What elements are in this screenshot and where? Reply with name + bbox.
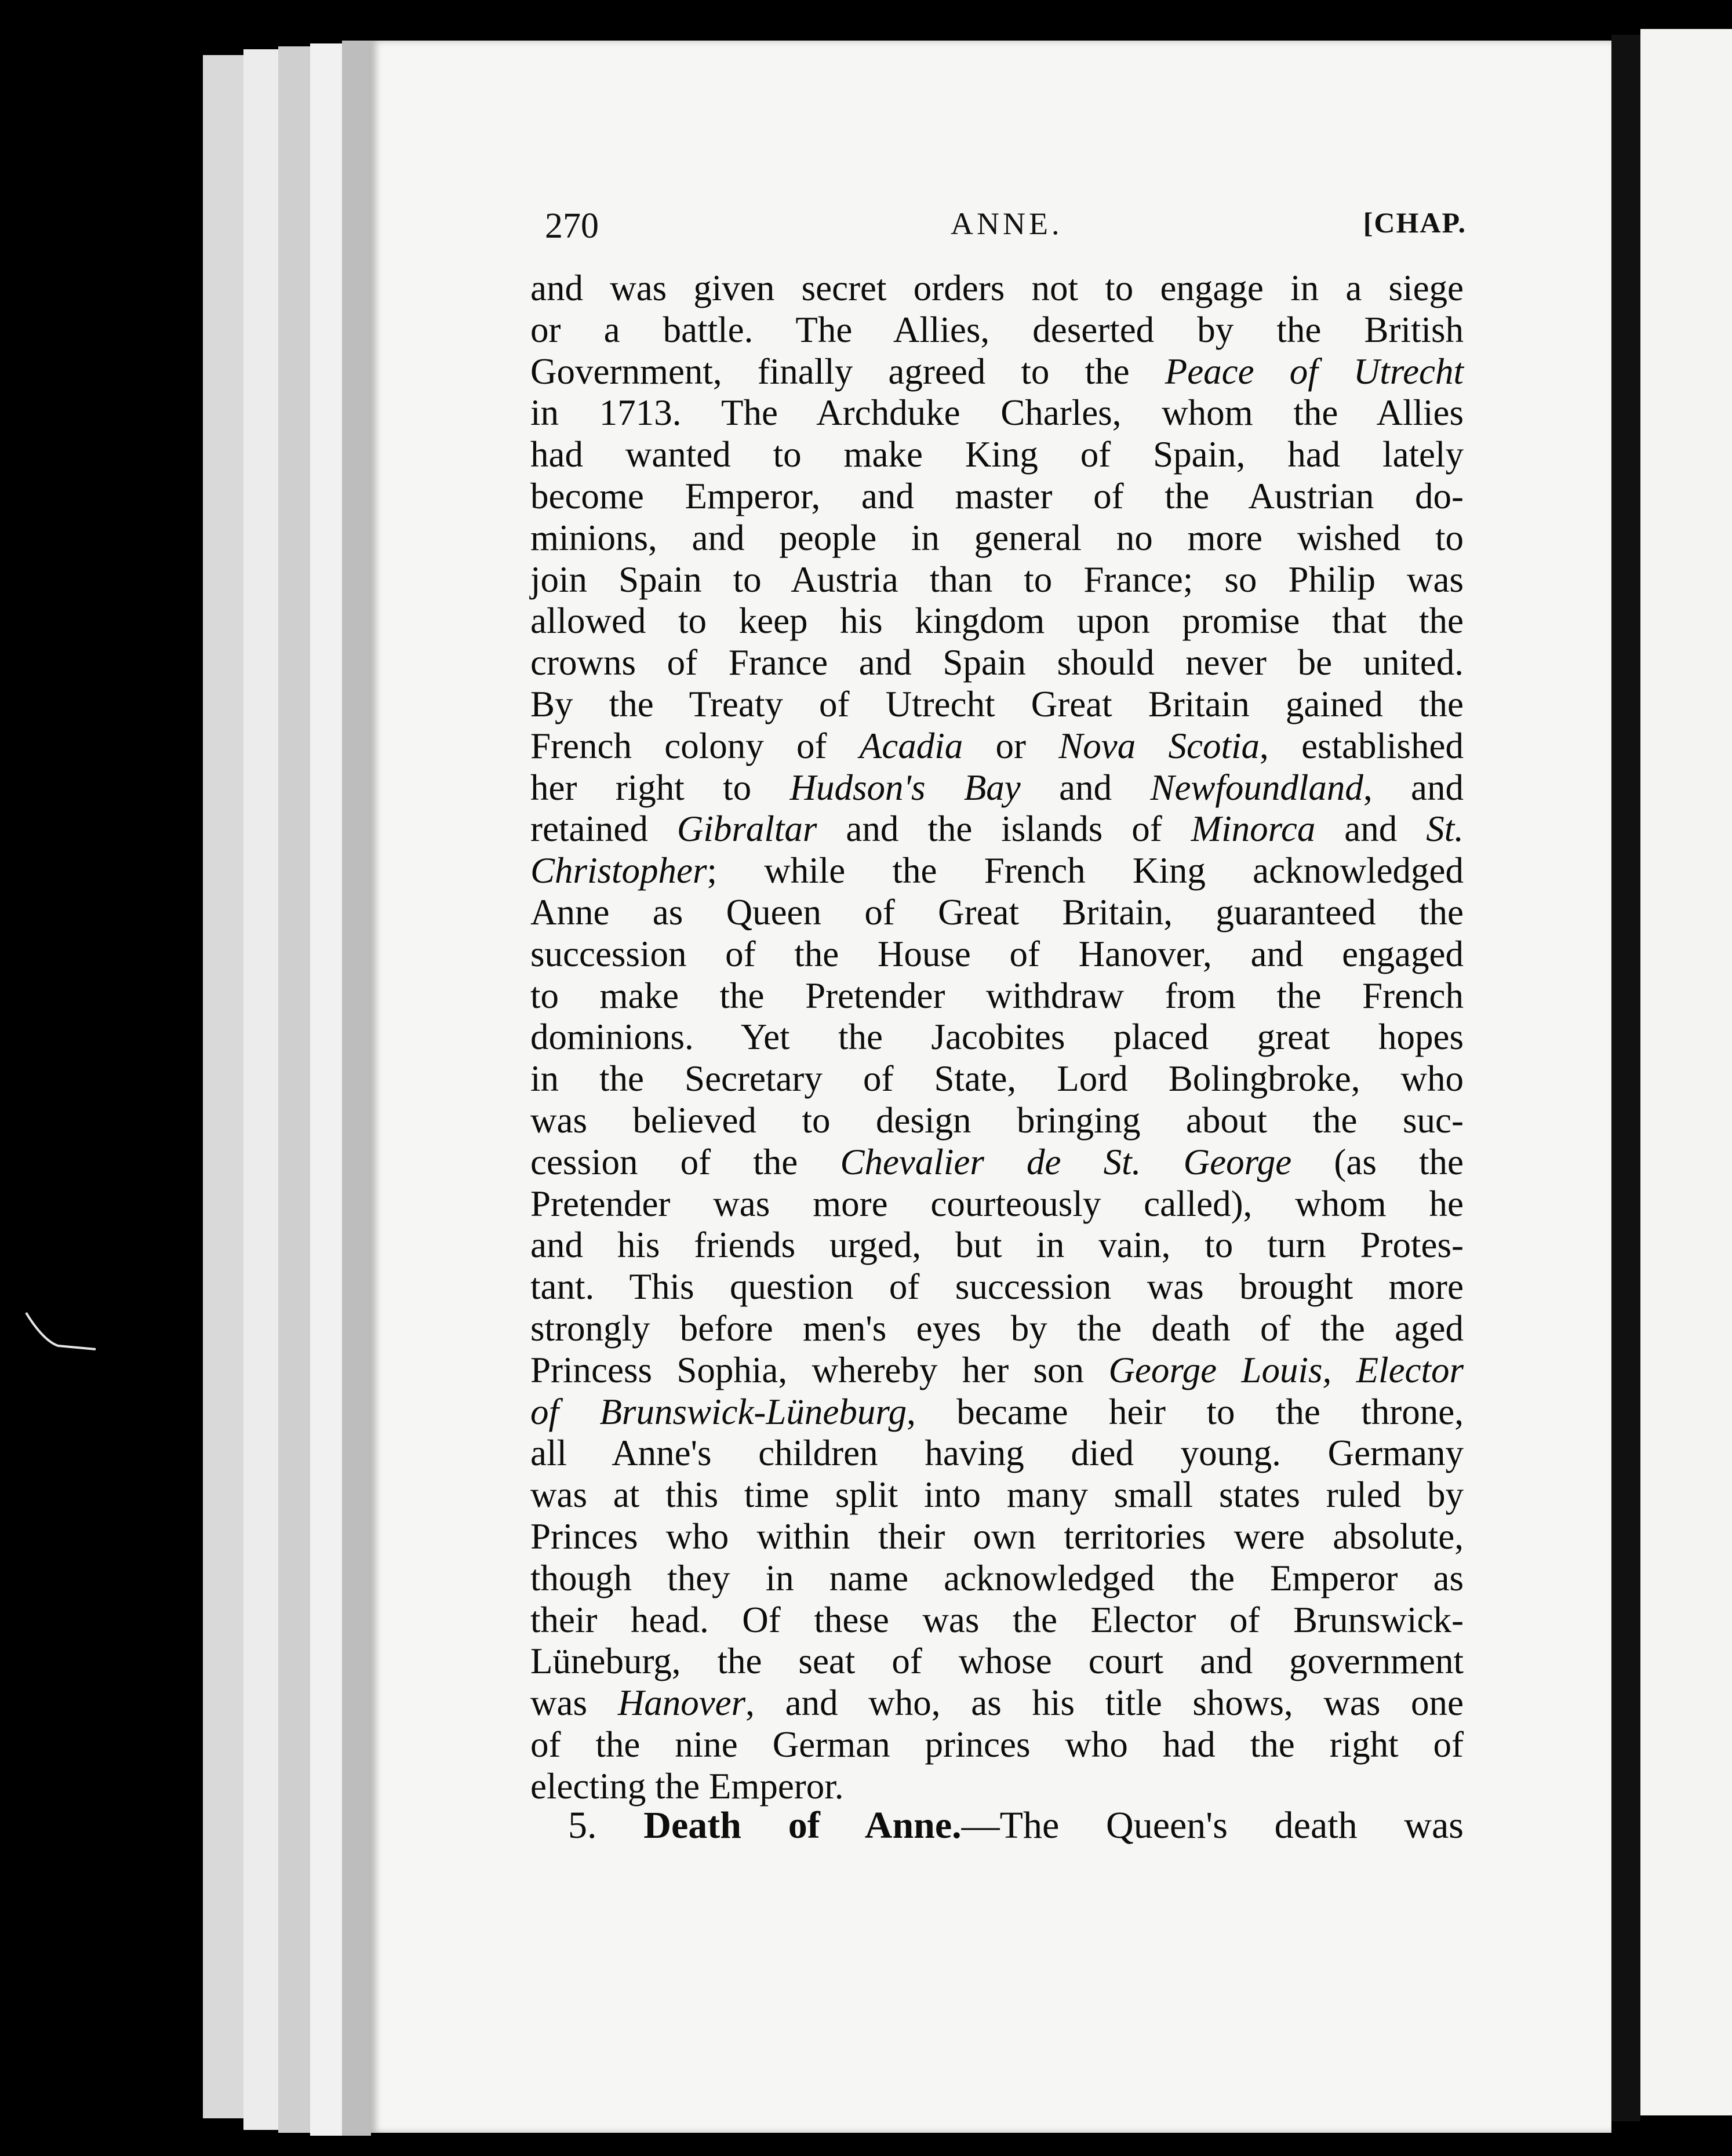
text-run: join Spain to Austria than to France; so Philip was xyxy=(530,559,1464,600)
italic-text-run: Minorca xyxy=(1191,808,1316,850)
text-line xyxy=(530,1350,1464,1392)
text-run: cession of the xyxy=(530,1141,840,1182)
page-edge xyxy=(310,43,342,2136)
text-run: Princes who within their own territories were absolute, xyxy=(530,1516,1464,1557)
text-run: her right to xyxy=(530,767,790,808)
italic-text-run: Gibraltar xyxy=(676,808,817,850)
text-line xyxy=(530,1142,1464,1183)
text-run: to make the Pretender withdraw from the French xyxy=(530,975,1464,1016)
text-run: succession of the House of Hanover, and engaged xyxy=(530,933,1464,974)
text-line xyxy=(530,268,1464,309)
text-line xyxy=(530,351,1464,393)
chapter-mark: [CHAP. xyxy=(1363,206,1467,239)
text-run: in 1713. The Archduke Charles, whom the Allies xyxy=(530,392,1464,434)
text-line xyxy=(530,975,1464,1017)
text-line xyxy=(530,767,1464,809)
text-line xyxy=(530,642,1464,684)
text-run: become Emperor, and master of the Austrian do- xyxy=(530,475,1464,516)
section-number: 5. xyxy=(568,1804,597,1847)
text-line xyxy=(530,1558,1464,1600)
text-run: allowed to keep his kingdom upon promise that the xyxy=(530,600,1464,642)
text-line xyxy=(530,476,1464,518)
text-line xyxy=(530,1474,1464,1516)
text-run: Pretender was more courteously called), whom he xyxy=(530,1183,1464,1224)
page-edge xyxy=(203,55,243,2118)
running-head: ANNE. xyxy=(951,206,1063,241)
text-line xyxy=(530,1017,1464,1058)
text-run: tant. This question of succession was brought more xyxy=(530,1266,1464,1308)
text-run: electing the Emperor. xyxy=(530,1765,844,1807)
text-run: in the Secretary of State, Lord Bolingbroke, who xyxy=(530,1058,1464,1099)
text-line xyxy=(530,1100,1464,1142)
book-gutter xyxy=(1611,35,1640,2121)
text-run: though they in name acknowledged the Emperor as xyxy=(530,1557,1464,1598)
text-line xyxy=(530,684,1464,726)
italic-text-run: Christopher xyxy=(530,850,707,891)
facing-page xyxy=(1640,29,1732,2115)
text-run: retained xyxy=(530,808,677,850)
text-run: was at this time split into many small states ruled by xyxy=(530,1474,1464,1516)
text-run: and the islands of xyxy=(817,808,1191,850)
italic-text-run: Peace of Utrecht xyxy=(1165,351,1464,392)
body-text xyxy=(530,268,1464,1807)
text-run: crowns of France and Spain should never be united. xyxy=(530,642,1464,683)
section-continuation: —The Queen's death was xyxy=(961,1804,1464,1847)
text-run: minions, and people in general no more wished to xyxy=(530,517,1464,558)
italic-text-run: Hanover xyxy=(617,1682,746,1724)
text-run: their head. Of these was the Elector of Brunswick- xyxy=(530,1599,1464,1640)
text-run: and xyxy=(1020,767,1151,808)
italic-text-run: St. xyxy=(1426,808,1464,850)
text-run: Anne as Queen of Great Britain, guaranteed the xyxy=(530,891,1464,933)
text-run: or a battle. The Allies, deserted by the British xyxy=(530,309,1464,350)
text-run: , and who, as his title shows, was one xyxy=(745,1682,1464,1724)
text-run: had wanted to make King of Spain, had lately xyxy=(530,434,1464,475)
text-line xyxy=(530,1308,1464,1350)
text-line xyxy=(530,808,1464,850)
italic-text-run: Acadia xyxy=(859,725,963,766)
text-line xyxy=(530,1516,1464,1558)
italic-text-run: Newfoundland xyxy=(1150,767,1363,808)
text-run: or xyxy=(963,725,1059,766)
page-number: 270 xyxy=(545,206,599,246)
text-run: , and xyxy=(1363,767,1464,808)
text-line xyxy=(530,892,1464,934)
text-run: of the nine German princes who had the right of xyxy=(530,1724,1464,1765)
page-edge xyxy=(278,46,310,2133)
text-run: By the Treaty of Utrecht Great Britain gained the xyxy=(530,683,1464,724)
page-edge xyxy=(243,49,278,2130)
text-run: (as the xyxy=(1291,1141,1464,1182)
page-header xyxy=(545,206,1467,258)
text-run: was xyxy=(530,1682,618,1724)
text-run: strongly before men's eyes by the death of the aged xyxy=(530,1308,1464,1349)
text-run: Lüneburg, the seat of whose court and government xyxy=(530,1641,1464,1682)
text-run: dominions. Yet the Jacobites placed great hopes xyxy=(530,1017,1464,1058)
text-line xyxy=(530,309,1464,351)
text-line xyxy=(530,1682,1464,1724)
text-line xyxy=(530,1641,1464,1682)
text-run: ; while the French King acknowledged xyxy=(707,850,1464,891)
section-heading-line xyxy=(568,1804,1464,1848)
text-line xyxy=(530,1392,1464,1433)
section-title: Death of Anne. xyxy=(643,1804,962,1847)
scan-artifact-mark xyxy=(23,1310,99,1356)
text-line xyxy=(530,559,1464,601)
italic-text-run: of Brunswick-Lüneburg xyxy=(530,1391,907,1432)
text-line xyxy=(530,392,1464,434)
text-line xyxy=(530,1225,1464,1266)
text-run: , became heir to the throne, xyxy=(907,1391,1464,1432)
text-run: French colony of xyxy=(530,725,860,766)
text-line xyxy=(530,934,1464,975)
text-run: and xyxy=(1315,808,1427,850)
text-line xyxy=(530,1766,1464,1808)
text-line xyxy=(530,1058,1464,1100)
italic-text-run: George Louis, Elector xyxy=(1108,1349,1464,1390)
text-run: and his friends urged, but in vain, to turn Protes- xyxy=(530,1225,1464,1266)
text-line xyxy=(530,726,1464,767)
text-run: Government, finally agreed to the xyxy=(530,351,1165,392)
text-run: Princess Sophia, whereby her son xyxy=(530,1349,1109,1390)
text-line xyxy=(530,1724,1464,1766)
page-edge xyxy=(342,41,371,2136)
text-line xyxy=(530,850,1464,892)
italic-text-run: Chevalier de St. George xyxy=(840,1141,1292,1182)
text-line xyxy=(530,1600,1464,1641)
text-line xyxy=(530,600,1464,642)
italic-text-run: Hudson's Bay xyxy=(789,767,1021,808)
text-line xyxy=(530,1433,1464,1474)
text-run: , established xyxy=(1260,725,1464,766)
text-line xyxy=(530,434,1464,476)
italic-text-run: Nova Scotia xyxy=(1058,725,1260,766)
text-run: was believed to design bringing about the suc- xyxy=(530,1099,1464,1141)
text-run: and was given secret orders not to engage in a siege xyxy=(530,268,1464,308)
text-line xyxy=(530,1183,1464,1225)
text-line xyxy=(530,1266,1464,1308)
text-line xyxy=(530,518,1464,559)
text-run: all Anne's children having died young. Germany xyxy=(530,1433,1464,1474)
